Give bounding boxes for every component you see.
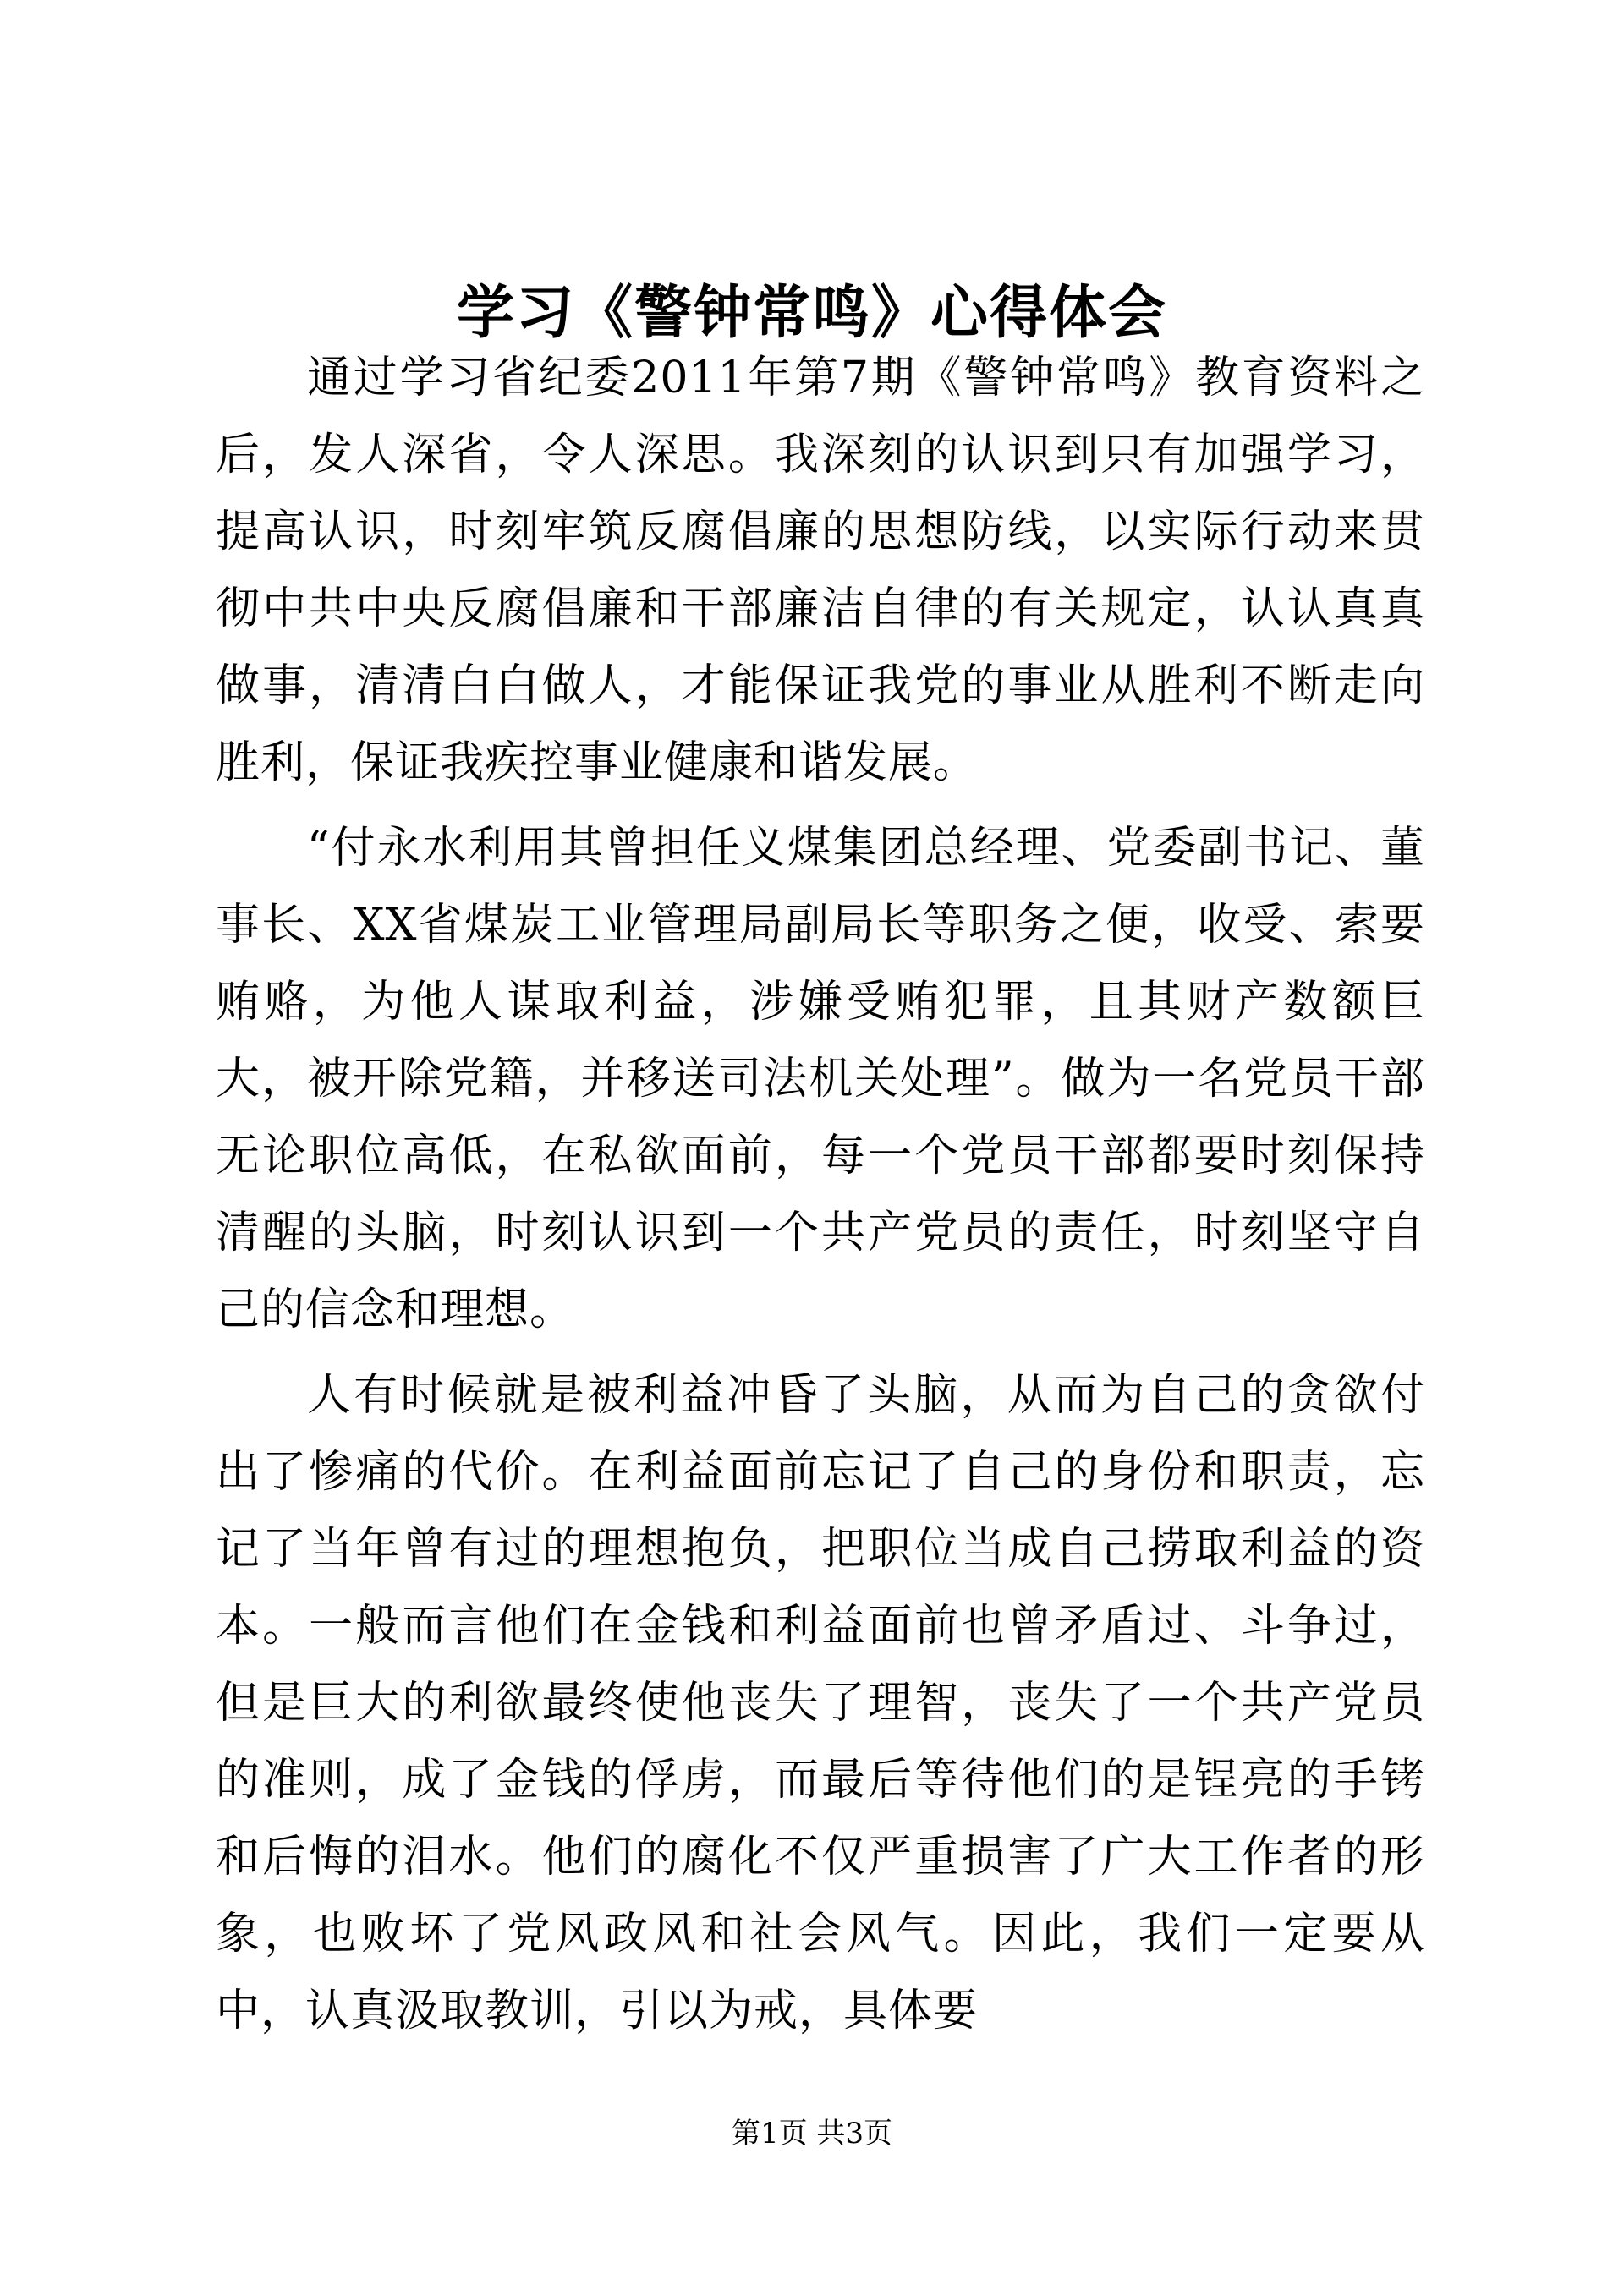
paragraph-2: “付永水利用其曾担任义煤集团总经理、党委副书记、董事长、XX省煤炭工业管理局副局长等职务之便，收受、索要贿赂，为他人谋取利益，涉嫌受贿犯罪，且其财产数额巨大，被开除党籍，并移送司法机关处理”。做为一名党员干部无论职位高低，在私欲面前，每一个党员干部都要时刻保持清醒的头脑，时刻认识到一个共产党员的责任，时刻坚守自己的信念和理想。 — [216, 823, 1425, 1335]
paragraph-1: 通过学习省纪委2011年第7期《警钟常鸣》教育资料之后，发人深省，令人深思。我深刻的认识到只有加强学习，提高认识，时刻牢筑反腐倡廉的思想防线，以实际行动来贯彻中共中央反腐倡廉和干部廉洁自律的有关规定，认认真真做事，清清白白做人，才能保证我党的事业从胜利不断走向胜利，保证我疾控事业健康和谐发展。 — [216, 353, 1425, 788]
page-footer — [0, 2112, 1624, 2155]
paragraph-3: 人有时候就是被利益冲昏了头脑，从而为自己的贪欲付出了惨痛的代价。在利益面前忘记了自己的身份和职责，忘记了当年曾有过的理想抱负，把职位当成自己捞取利益的资本。一般而言他们在金钱和利益面前也曾矛盾过、斗争过，但是巨大的利欲最终使他丧失了理智，丧失了一个共产党员的准则，成了金钱的俘虏，而最后等待他们的是锃亮的手铐和后悔的泪水。他们的腐化不仅严重损害了广大工作者的形象，也败坏了党风政风和社会风气。因此，我们一定要从中，认真汲取教训，引以为戒，具体要 — [216, 1370, 1425, 2036]
document-title: 学习《警钟常鸣》心得体会 — [456, 279, 1167, 347]
page-number-label: 第1页 共3页 — [731, 2117, 893, 2151]
document-body — [216, 340, 1425, 2058]
